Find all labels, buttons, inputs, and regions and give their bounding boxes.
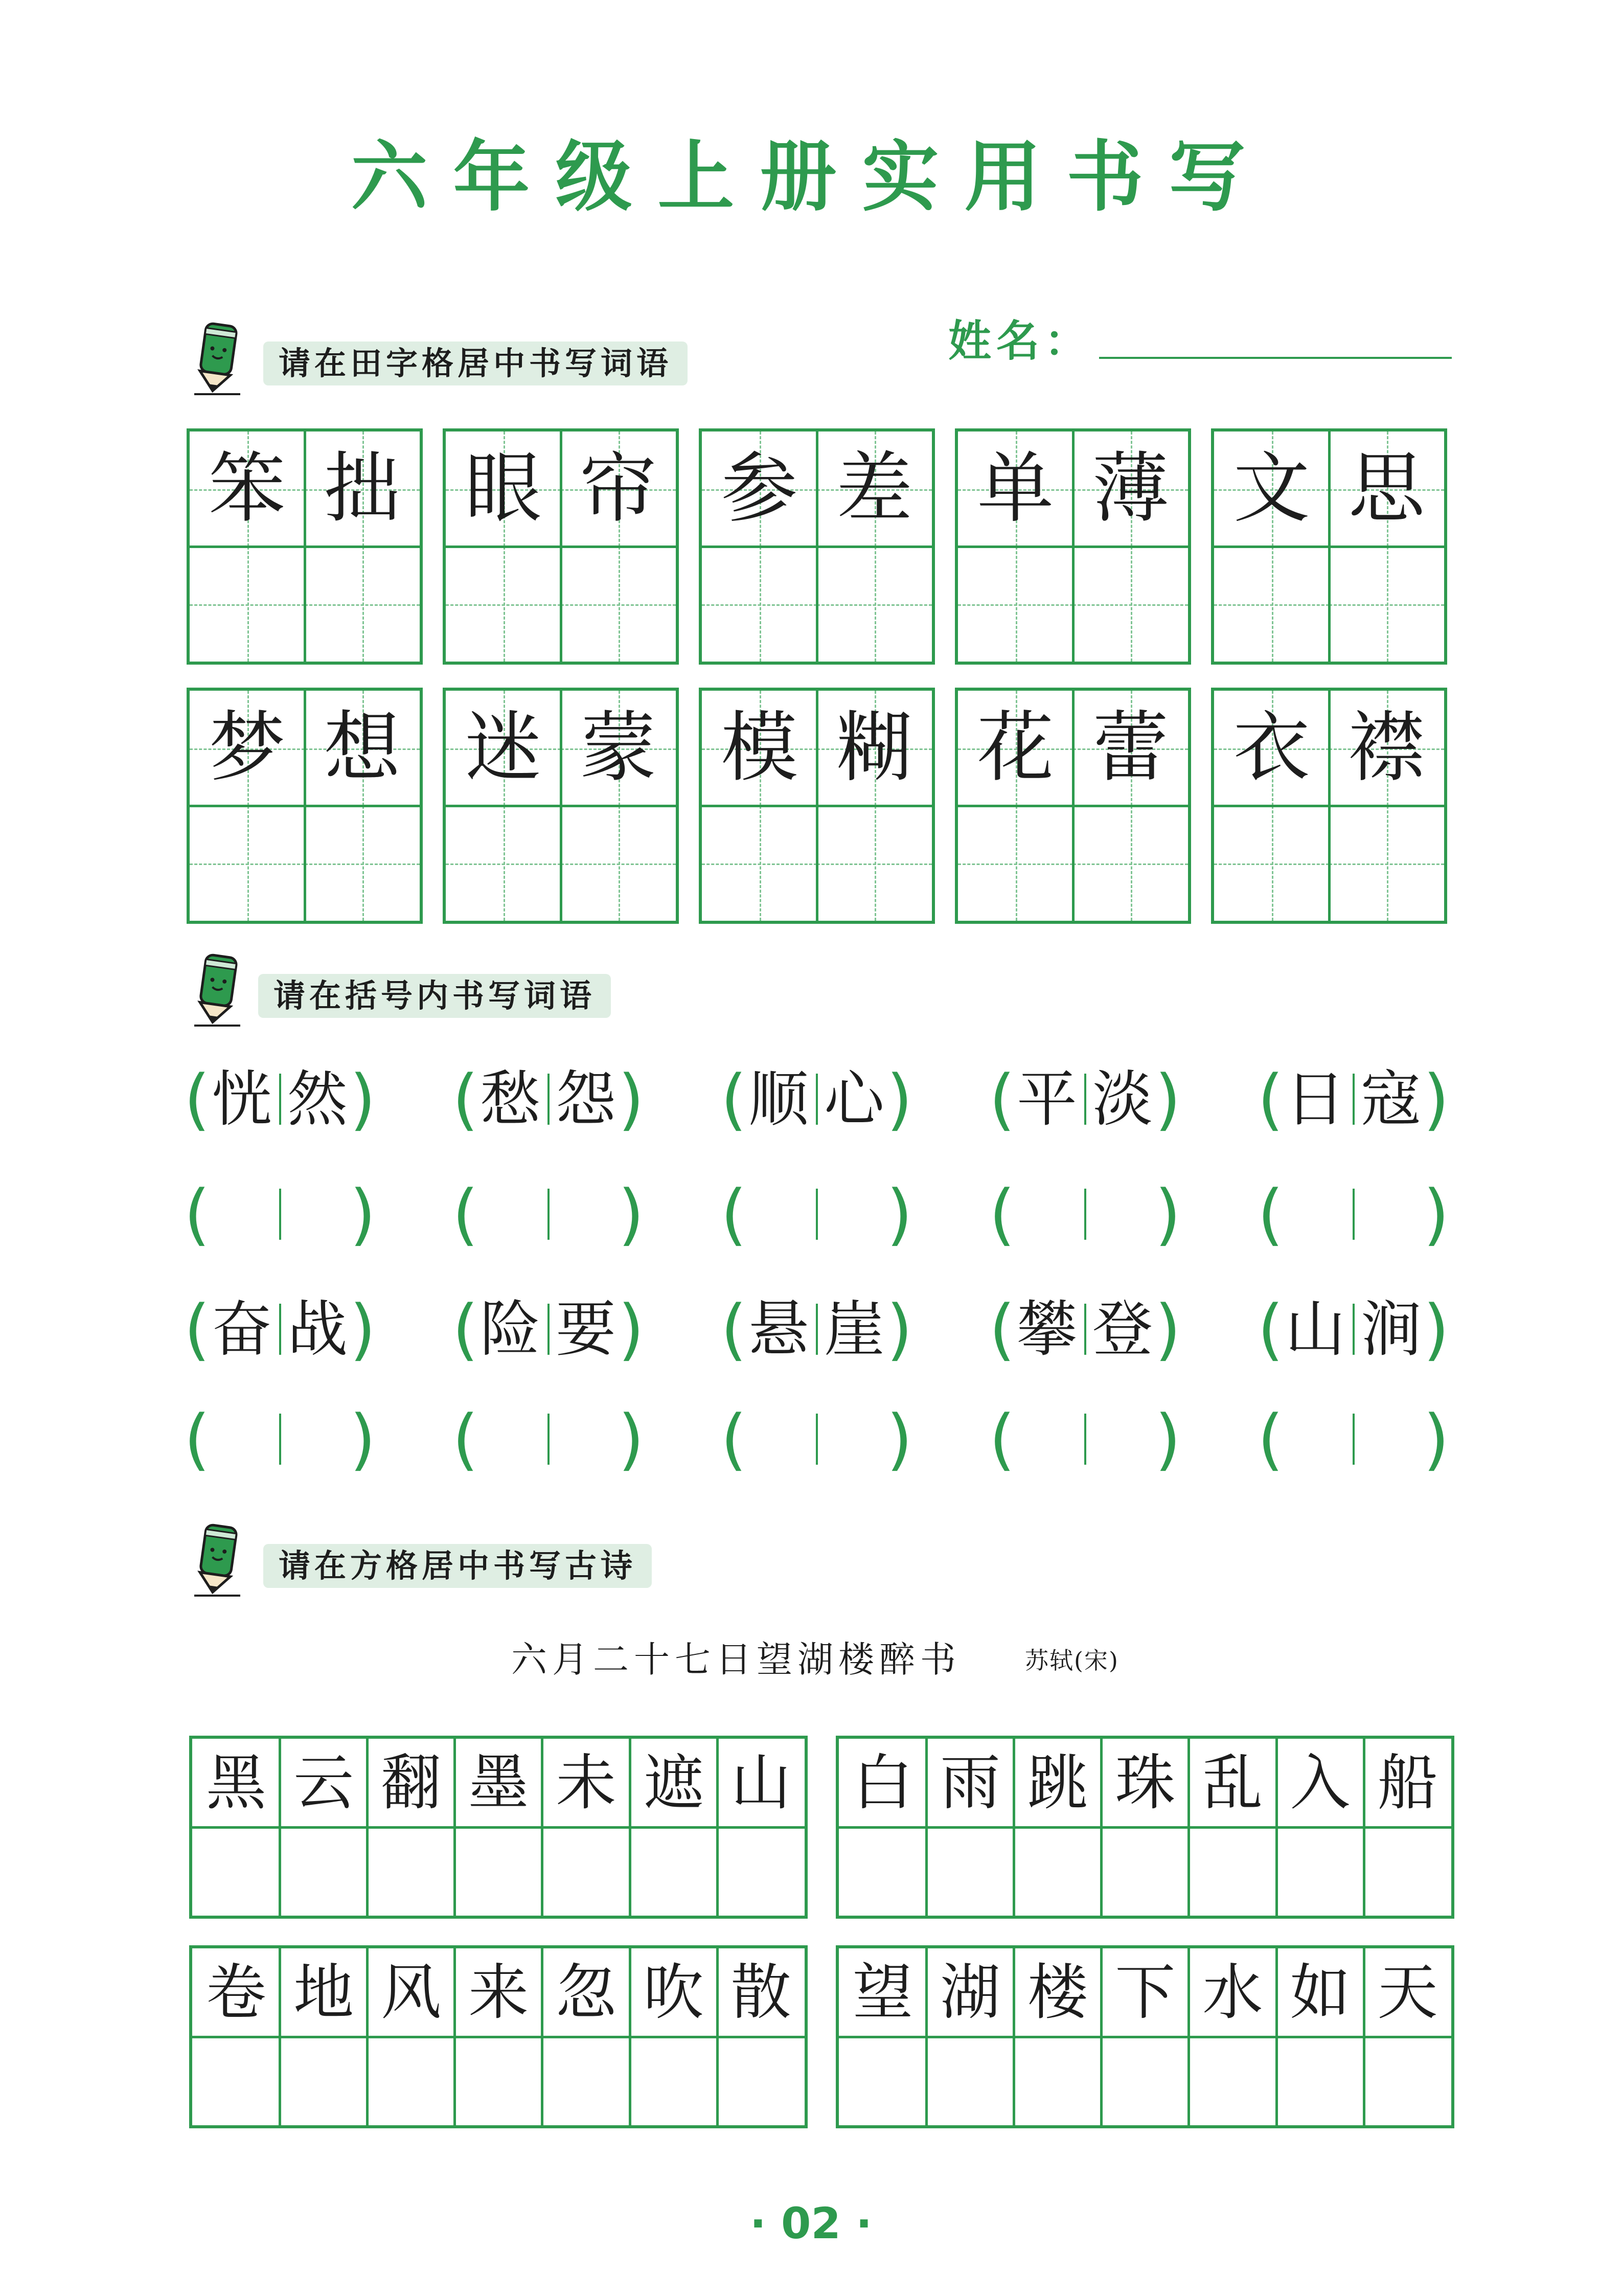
bracket-divider <box>1353 1414 1355 1465</box>
grid-divider <box>1214 545 1444 548</box>
poem-char: 风 <box>381 1957 442 2028</box>
poem-char: 来 <box>468 1957 529 2028</box>
right-paren: ) <box>1155 1400 1181 1478</box>
tianzi-cell-blank[interactable] <box>817 806 932 921</box>
tianzi-char: 单 <box>977 444 1054 533</box>
bracket-word <box>452 1291 644 1368</box>
tianzi-cell-filled <box>561 431 676 547</box>
tianzi-cell-blank[interactable] <box>561 806 676 921</box>
right-paren: ) <box>618 1290 644 1368</box>
tianzi-char: 迷 <box>465 703 542 792</box>
bracket-char: 寇 <box>1360 1064 1421 1134</box>
tianzi-char: 笨 <box>209 444 286 533</box>
poem-char: 乱 <box>1202 1747 1263 1818</box>
grid-divider <box>702 805 932 807</box>
tianzi-word-box <box>699 688 935 924</box>
guide-line <box>702 863 817 865</box>
tianzi-cell-filled <box>702 691 817 806</box>
tianzi-char: 想 <box>324 703 401 792</box>
bracket-char: 悬 <box>748 1294 809 1365</box>
tianzi-cell-filled <box>305 431 420 547</box>
tianzi-cell-filled <box>1329 691 1444 806</box>
tianzi-char: 花 <box>977 703 1054 792</box>
poem-char: 船 <box>1377 1747 1438 1818</box>
left-paren: ( <box>721 1290 747 1368</box>
bracket-divider <box>547 1414 550 1465</box>
tianzi-cell-filled <box>817 431 932 547</box>
right-paren: ) <box>1155 1175 1181 1253</box>
right-paren: ) <box>1155 1060 1181 1138</box>
poem-char: 墨 <box>468 1747 529 1818</box>
page-number: · 02 · <box>749 2198 873 2248</box>
bracket-blank[interactable] <box>452 1401 644 1477</box>
grid-divider <box>192 1826 805 1829</box>
left-paren: ( <box>184 1060 210 1138</box>
left-paren: ( <box>989 1290 1015 1368</box>
grid-divider <box>702 545 932 548</box>
bracket-divider <box>279 1414 281 1465</box>
guide-line <box>1073 863 1188 865</box>
poem-char: 珠 <box>1115 1747 1176 1818</box>
bracket-char: 险 <box>479 1294 540 1365</box>
bracket-blank[interactable] <box>989 1176 1181 1253</box>
tianzi-char: 差 <box>836 444 913 533</box>
right-paren: ) <box>1423 1290 1449 1368</box>
tianzi-cell-blank[interactable] <box>1329 806 1444 921</box>
bracket-char: 山 <box>1285 1294 1345 1365</box>
tianzi-char: 蕾 <box>1092 703 1169 792</box>
poem-char: 如 <box>1290 1957 1351 2028</box>
bracket-char: 顺 <box>748 1064 809 1134</box>
bracket-char: 崖 <box>824 1294 884 1365</box>
tianzi-word-box <box>1211 428 1447 665</box>
bracket-char: 愁 <box>479 1064 540 1134</box>
bracket-divider <box>279 1189 281 1240</box>
guide-line <box>1329 604 1444 606</box>
guide-line <box>446 863 561 865</box>
guide-line <box>958 863 1073 865</box>
tianzi-cell-filled <box>702 431 817 547</box>
guide-line <box>305 604 420 606</box>
left-paren: ( <box>989 1060 1015 1138</box>
poem-char: 下 <box>1115 1957 1176 2028</box>
bracket-char: 涧 <box>1360 1294 1421 1365</box>
tianzi-cell-filled <box>190 691 305 806</box>
poem-char: 白 <box>852 1747 913 1818</box>
tianzi-cell-blank[interactable] <box>561 547 676 662</box>
tianzi-char: 襟 <box>1348 703 1425 792</box>
guide-line <box>1329 863 1444 865</box>
grid-divider <box>190 805 420 807</box>
bracket-char: 日 <box>1285 1064 1345 1134</box>
bracket-blank[interactable] <box>1258 1176 1449 1253</box>
bracket-divider <box>1084 1414 1086 1465</box>
guide-line <box>190 863 305 865</box>
poem-line-grid <box>189 1736 808 1919</box>
guide-line <box>446 604 561 606</box>
right-paren: ) <box>1423 1400 1449 1478</box>
left-paren: ( <box>989 1175 1015 1253</box>
left-paren: ( <box>1258 1175 1284 1253</box>
poem-char: 未 <box>556 1747 616 1818</box>
section-label-poem: 请在方格居中书写古诗 <box>263 1544 652 1588</box>
tianzi-cell-blank[interactable] <box>1214 806 1329 921</box>
left-paren: ( <box>721 1400 747 1478</box>
poem-line-grid <box>189 1945 808 2128</box>
tianzi-word-box <box>955 688 1191 924</box>
left-paren: ( <box>452 1400 478 1478</box>
tianzi-word-box <box>443 688 679 924</box>
section-label-tianzi: 请在田字格居中书写词语 <box>263 342 688 385</box>
bracket-blank[interactable] <box>184 1176 376 1253</box>
bracket-divider <box>279 1304 281 1355</box>
section-label-bracket: 请在括号内书写词语 <box>258 974 611 1018</box>
tianzi-char: 文 <box>1233 444 1310 533</box>
tianzi-cell-filled <box>1329 431 1444 547</box>
left-paren: ( <box>721 1060 747 1138</box>
bracket-char: 要 <box>555 1294 616 1365</box>
tianzi-char: 思 <box>1348 444 1425 533</box>
bracket-divider <box>547 1074 550 1125</box>
tianzi-cell-blank[interactable] <box>305 806 420 921</box>
poem-char: 入 <box>1290 1747 1351 1818</box>
grid-divider <box>446 545 676 548</box>
bracket-char: 恍 <box>211 1064 272 1134</box>
tianzi-cell-blank[interactable] <box>446 547 561 662</box>
left-paren: ( <box>1258 1400 1284 1478</box>
bracket-divider <box>1353 1189 1355 1240</box>
right-paren: ) <box>886 1175 912 1253</box>
tianzi-char: 衣 <box>1233 703 1310 792</box>
tianzi-cell-blank[interactable] <box>958 547 1073 662</box>
left-paren: ( <box>989 1400 1015 1478</box>
poem-char: 雨 <box>940 1747 1001 1818</box>
poem-author: 苏轼(宋) <box>1025 1647 1119 1674</box>
bracket-divider <box>816 1074 818 1125</box>
bracket-blank[interactable] <box>721 1176 912 1253</box>
bracket-word <box>721 1061 912 1138</box>
tianzi-char: 眼 <box>465 444 542 533</box>
right-paren: ) <box>350 1290 376 1368</box>
tianzi-cell-blank[interactable] <box>1329 547 1444 662</box>
bracket-char: 心 <box>824 1064 884 1134</box>
poem-line-grid <box>836 1945 1454 2128</box>
tianzi-char: 帘 <box>580 444 657 533</box>
right-paren: ) <box>1423 1175 1449 1253</box>
bracket-word <box>721 1291 912 1368</box>
tianzi-word-box <box>699 428 935 665</box>
left-paren: ( <box>184 1400 210 1478</box>
bracket-blank[interactable] <box>1258 1401 1449 1477</box>
tianzi-cell-filled <box>446 431 561 547</box>
left-paren: ( <box>1258 1060 1284 1138</box>
guide-line <box>1214 604 1329 606</box>
tianzi-cell-blank[interactable] <box>190 547 305 662</box>
right-paren: ) <box>1423 1060 1449 1138</box>
left-paren: ( <box>452 1175 478 1253</box>
bracket-word <box>989 1291 1181 1368</box>
poem-char: 跳 <box>1027 1747 1088 1818</box>
bracket-divider <box>1084 1074 1086 1125</box>
poem-char: 遮 <box>643 1747 704 1818</box>
page-title: 六年级上册实用书写 <box>351 133 1271 222</box>
tianzi-cell-filled <box>958 691 1073 806</box>
tianzi-cell-filled <box>1214 691 1329 806</box>
tianzi-cell-blank[interactable] <box>1073 806 1188 921</box>
poem-char: 吹 <box>643 1957 704 2028</box>
poem-char: 散 <box>730 1957 791 2028</box>
poem-line-grid <box>836 1736 1454 1919</box>
bracket-blank[interactable] <box>184 1401 376 1477</box>
right-paren: ) <box>886 1290 912 1368</box>
tianzi-char: 参 <box>721 444 798 533</box>
poem-char: 水 <box>1202 1957 1263 2028</box>
grid-divider <box>446 805 676 807</box>
poem-char: 望 <box>852 1957 913 2028</box>
right-paren: ) <box>886 1400 912 1478</box>
bracket-word <box>989 1061 1181 1138</box>
tianzi-cell-filled <box>1073 431 1188 547</box>
guide-line <box>561 604 676 606</box>
tianzi-cell-filled <box>446 691 561 806</box>
bracket-char: 然 <box>287 1064 348 1134</box>
grid-divider <box>839 2036 1451 2038</box>
guide-line <box>702 604 817 606</box>
left-paren: ( <box>452 1290 478 1368</box>
guide-line <box>305 863 420 865</box>
tianzi-word-box <box>1211 688 1447 924</box>
bracket-divider <box>1353 1074 1355 1125</box>
poem-char: 云 <box>293 1747 354 1818</box>
bracket-divider <box>547 1304 550 1355</box>
bracket-char: 淡 <box>1092 1064 1153 1134</box>
left-paren: ( <box>184 1175 210 1253</box>
guide-line <box>1073 604 1188 606</box>
bracket-char: 战 <box>287 1294 348 1365</box>
bracket-divider <box>1084 1304 1086 1355</box>
pencil-icon <box>192 320 243 396</box>
name-input-line[interactable] <box>1099 357 1452 359</box>
tianzi-char: 蒙 <box>580 703 657 792</box>
tianzi-cell-blank[interactable] <box>446 806 561 921</box>
left-paren: ( <box>184 1290 210 1368</box>
guide-line <box>190 604 305 606</box>
bracket-word <box>184 1291 376 1368</box>
tianzi-cell-filled <box>305 691 420 806</box>
poem-title: 六月二十七日望湖楼醉书 <box>511 1639 961 1680</box>
poem-char: 卷 <box>205 1957 266 2028</box>
guide-line <box>958 604 1073 606</box>
bracket-divider <box>816 1414 818 1465</box>
poem-char: 楼 <box>1027 1957 1088 2028</box>
guide-line <box>817 863 932 865</box>
tianzi-word-box <box>187 688 423 924</box>
grid-divider <box>1214 805 1444 807</box>
grid-divider <box>958 805 1188 807</box>
poem-char: 黑 <box>205 1747 266 1818</box>
bracket-blank[interactable] <box>452 1176 644 1253</box>
right-paren: ) <box>1155 1290 1181 1368</box>
tianzi-char: 梦 <box>209 703 286 792</box>
left-paren: ( <box>1258 1290 1284 1368</box>
bracket-divider <box>1353 1304 1355 1355</box>
tianzi-cell-blank[interactable] <box>817 547 932 662</box>
right-paren: ) <box>618 1175 644 1253</box>
left-paren: ( <box>721 1175 747 1253</box>
tianzi-cell-blank[interactable] <box>702 806 817 921</box>
right-paren: ) <box>618 1060 644 1138</box>
grid-divider <box>192 2036 805 2038</box>
tianzi-word-box <box>443 428 679 665</box>
tianzi-cell-blank[interactable] <box>702 547 817 662</box>
bracket-char: 怨 <box>555 1064 616 1134</box>
bracket-divider <box>816 1189 818 1240</box>
tianzi-char: 拙 <box>324 444 401 533</box>
bracket-divider <box>279 1074 281 1125</box>
tianzi-cell-filled <box>958 431 1073 547</box>
bracket-char: 登 <box>1092 1294 1153 1365</box>
tianzi-word-box <box>955 428 1191 665</box>
bracket-char: 攀 <box>1016 1294 1077 1365</box>
bracket-word <box>1258 1061 1449 1138</box>
bracket-word <box>184 1061 376 1138</box>
tianzi-cell-filled <box>561 691 676 806</box>
poem-char: 湖 <box>940 1957 1001 2028</box>
bracket-blank[interactable] <box>721 1401 912 1477</box>
grid-divider <box>839 1826 1451 1829</box>
tianzi-cell-blank[interactable] <box>305 547 420 662</box>
poem-char: 地 <box>293 1957 354 2028</box>
bracket-divider <box>547 1189 550 1240</box>
grid-divider <box>958 545 1188 548</box>
right-paren: ) <box>618 1400 644 1478</box>
poem-char: 天 <box>1377 1957 1438 2028</box>
tianzi-char: 薄 <box>1092 444 1169 533</box>
guide-line <box>561 863 676 865</box>
tianzi-cell-blank[interactable] <box>958 806 1073 921</box>
tianzi-char: 模 <box>721 703 798 792</box>
poem-char: 山 <box>730 1747 791 1818</box>
guide-line <box>817 604 932 606</box>
tianzi-cell-blank[interactable] <box>1073 547 1188 662</box>
grid-divider <box>190 545 420 548</box>
poem-char: 忽 <box>556 1957 616 2028</box>
tianzi-cell-filled <box>817 691 932 806</box>
tianzi-cell-filled <box>1214 431 1329 547</box>
tianzi-cell-filled <box>190 431 305 547</box>
name-label: 姓名： <box>948 316 1093 366</box>
bracket-divider <box>816 1304 818 1355</box>
bracket-divider <box>1084 1189 1086 1240</box>
poem-char: 翻 <box>381 1747 442 1818</box>
bracket-char: 平 <box>1016 1064 1077 1134</box>
pencil-icon <box>192 1521 243 1598</box>
tianzi-word-box <box>187 428 423 665</box>
tianzi-cell-filled <box>1073 691 1188 806</box>
tianzi-char: 糊 <box>836 703 913 792</box>
bracket-word <box>1258 1291 1449 1368</box>
tianzi-cell-blank[interactable] <box>1214 547 1329 662</box>
bracket-blank[interactable] <box>989 1401 1181 1477</box>
left-paren: ( <box>452 1060 478 1138</box>
right-paren: ) <box>350 1400 376 1478</box>
bracket-char: 奋 <box>211 1294 272 1365</box>
right-paren: ) <box>350 1175 376 1253</box>
bracket-word <box>452 1061 644 1138</box>
right-paren: ) <box>886 1060 912 1138</box>
tianzi-cell-blank[interactable] <box>190 806 305 921</box>
pencil-icon <box>192 951 243 1028</box>
guide-line <box>1214 863 1329 865</box>
right-paren: ) <box>350 1060 376 1138</box>
